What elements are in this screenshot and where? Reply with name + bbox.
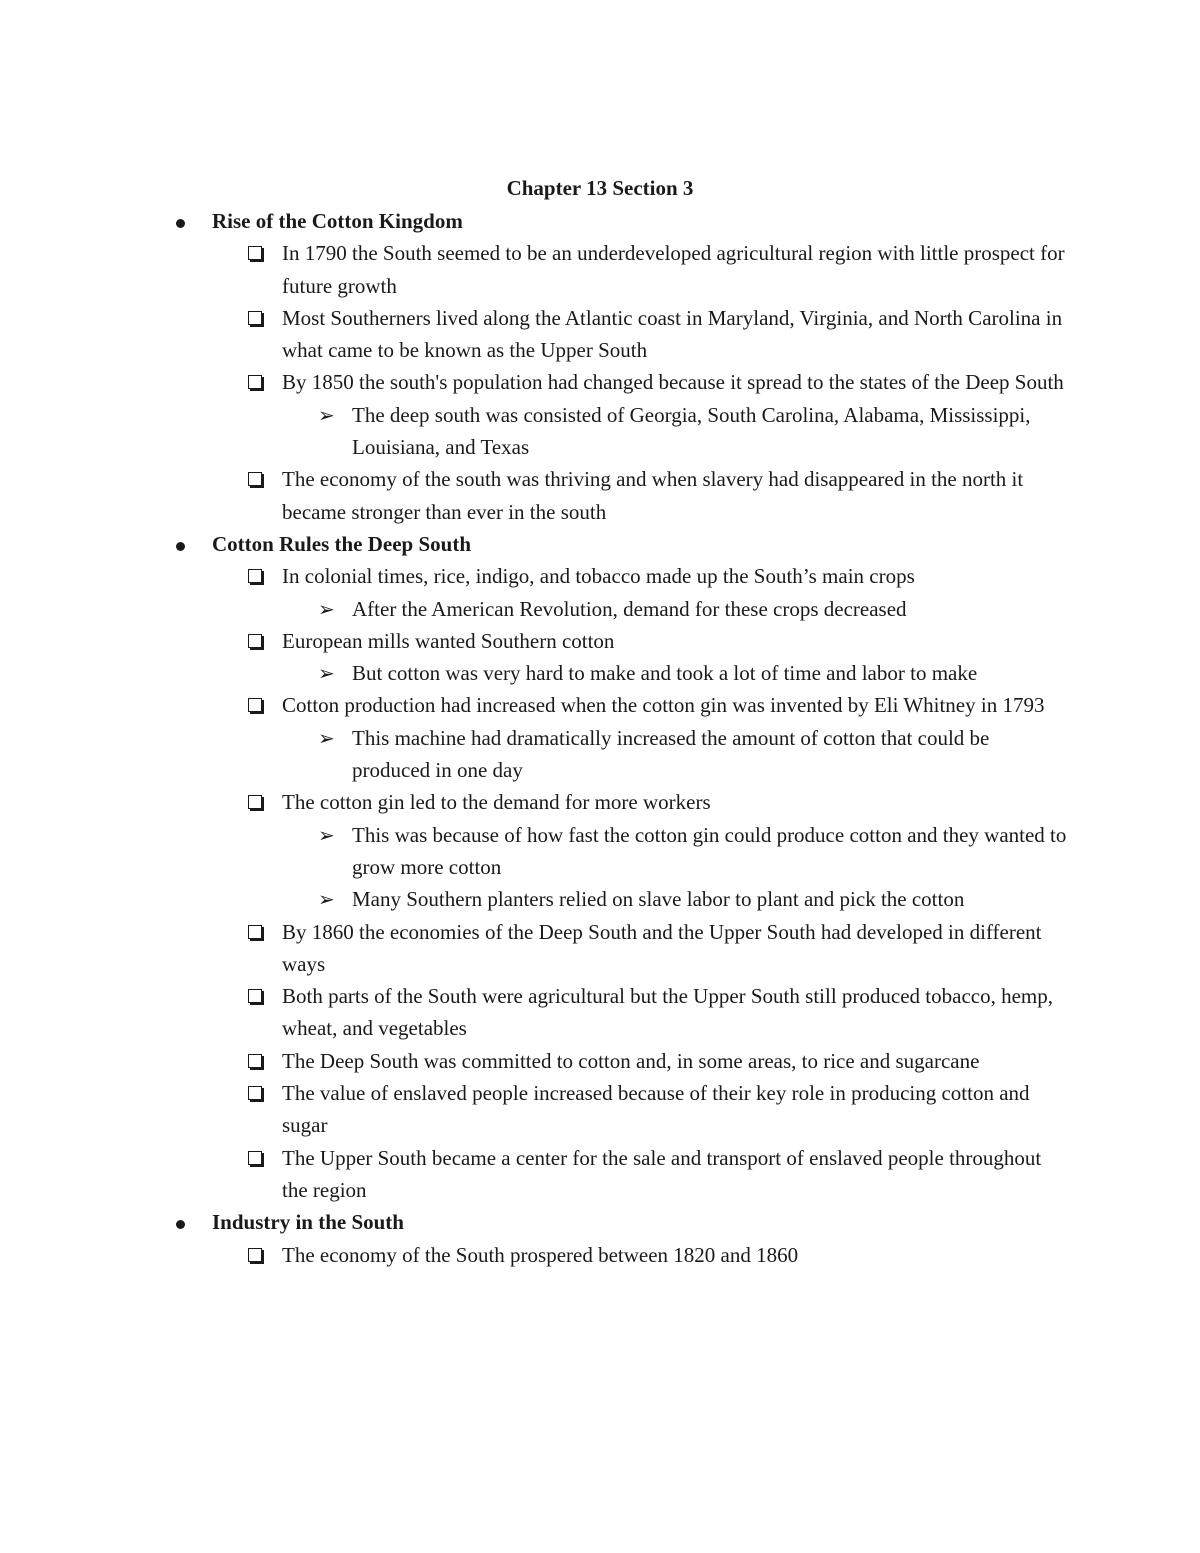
checkbox-icon bbox=[248, 1142, 262, 1174]
list-subitem: ➢ But cotton was very hard to make and took a lot of time and labor to make bbox=[0, 657, 1072, 689]
list-item: Most Southerners lived along the Atlantic coast in Maryland, Virginia, and North Carolina in what came to be known as the Upper South bbox=[0, 302, 1072, 367]
page-title: Chapter 13 Section 3 bbox=[506, 176, 694, 200]
checkbox-icon bbox=[248, 916, 262, 948]
checkbox-icon bbox=[248, 1239, 262, 1271]
checkbox-icon bbox=[248, 366, 262, 398]
list-item: Cotton production had increased when the cotton gin was invented by Eli Whitney in 1793 bbox=[0, 689, 1072, 721]
arrowhead-icon: ➢ bbox=[318, 824, 335, 847]
list-subitem: ➢ After the American Revolution, demand for these crops decreased bbox=[0, 593, 1072, 625]
section-heading: Industry in the South bbox=[0, 1206, 1092, 1238]
bullet-dot-icon bbox=[176, 1206, 185, 1238]
checkbox-icon bbox=[248, 980, 262, 1012]
list-subitem: ➢ The deep south was consisted of Georgia, South Carolina, Alabama, Mississippi, Louisiana, and Texas bbox=[0, 399, 1072, 464]
list-subitem: ➢ This machine had dramatically increased the amount of cotton that could be produced in one day bbox=[0, 722, 1072, 787]
list-item: The Deep South was committed to cotton and, in some areas, to rice and sugarcane bbox=[0, 1045, 1072, 1077]
list-item: The economy of the South prospered between 1820 and 1860 bbox=[0, 1239, 1072, 1271]
checkbox-icon bbox=[248, 786, 262, 818]
checkbox-icon bbox=[248, 302, 262, 334]
arrowhead-icon: ➢ bbox=[318, 404, 335, 427]
list-subitem: ➢ This was because of how fast the cotton gin could produce cotton and they wanted to grow more cotton bbox=[0, 819, 1072, 884]
checkbox-icon bbox=[248, 560, 262, 592]
list-item: By 1850 the south's population had changed because it spread to the states of the Deep South bbox=[0, 366, 1072, 398]
checkbox-icon bbox=[248, 689, 262, 721]
list-item: In 1790 the South seemed to be an underdeveloped agricultural region with little prospect for future growth bbox=[0, 237, 1072, 302]
checkbox-icon bbox=[248, 1045, 262, 1077]
list-item: The economy of the south was thriving and when slavery had disappeared in the north it became stronger than ever in the south bbox=[0, 463, 1072, 528]
list-item: Both parts of the South were agricultural but the Upper South still produced tobacco, hemp, wheat, and vegetables bbox=[0, 980, 1072, 1045]
bullet-dot-icon bbox=[176, 205, 185, 237]
list-item: By 1860 the economies of the Deep South and the Upper South had developed in different ways bbox=[0, 916, 1072, 981]
checkbox-icon bbox=[248, 237, 262, 269]
arrowhead-icon: ➢ bbox=[318, 598, 335, 621]
outline-list bbox=[0, 205, 1200, 1271]
list-subitem: ➢ Many Southern planters relied on slave labor to plant and pick the cotton bbox=[0, 883, 1072, 915]
list-item: European mills wanted Southern cotton bbox=[0, 625, 1072, 657]
checkbox-icon bbox=[248, 625, 262, 657]
section-heading: Rise of the Cotton Kingdom bbox=[0, 205, 1092, 237]
section-heading: Cotton Rules the Deep South bbox=[0, 528, 1092, 560]
checkbox-icon bbox=[248, 463, 262, 495]
arrowhead-icon: ➢ bbox=[318, 889, 335, 912]
checkbox-icon bbox=[248, 1077, 262, 1109]
list-item: The cotton gin led to the demand for more workers bbox=[0, 786, 1072, 818]
list-item: In colonial times, rice, indigo, and tobacco made up the South’s main crops bbox=[0, 560, 1072, 592]
arrowhead-icon: ➢ bbox=[318, 727, 335, 750]
list-item: The value of enslaved people increased because of their key role in producing cotton and sugar bbox=[0, 1077, 1072, 1142]
list-item: The Upper South became a center for the sale and transport of enslaved people throughout the region bbox=[0, 1142, 1072, 1207]
arrowhead-icon: ➢ bbox=[318, 663, 335, 686]
bullet-dot-icon bbox=[176, 528, 185, 560]
